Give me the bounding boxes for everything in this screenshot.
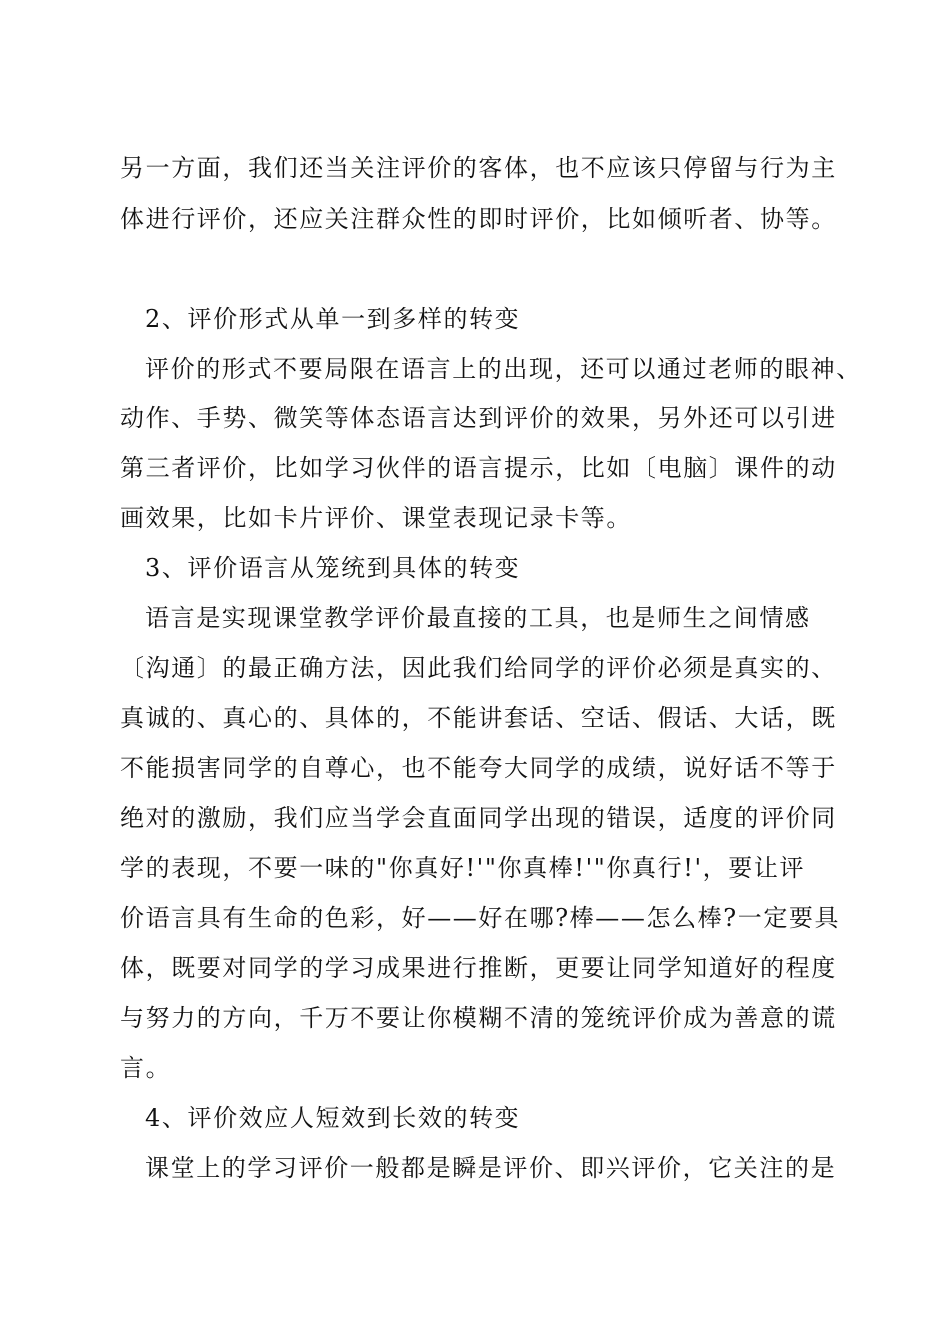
paragraph-line: 语言是实现课堂教学评价最直接的工具，也是师生之间情感 [145,604,811,632]
paragraph-line: 课堂上的学习评价一般都是瞬是评价、即兴评价，它关注的是 [145,1154,837,1182]
section-heading: 2、评价形式从单一到多样的转变 [145,305,521,333]
paragraph-line: 体进行评价，还应关注群众性的即时评价，比如倾听者、协等。 [120,205,837,233]
paragraph-line: 绝对的激励，我们应当学会直面同学出现的错误，适度的评价同 [120,804,837,832]
paragraph-line: 不能损害同学的自尊心，也不能夸大同学的成绩，说好话不等于 [120,754,837,782]
paragraph-line: 另一方面，我们还当关注评价的客体，也不应该只停留与行为主 [120,154,837,182]
paragraph-line: 体，既要对同学的学习成果进行推断，更要让同学知道好的程度 [120,954,837,982]
paragraph-line: 第三者评价，比如学习伙伴的语言提示，比如〔电脑〕课件的动 [120,454,837,482]
paragraph-line: 言。 [120,1054,172,1082]
paragraph-line: 动作、手势、微笑等体态语言达到评价的效果，另外还可以引进 [120,404,837,432]
paragraph-line: 学的表现，不要一味的"你真好!'"你真棒!'"你真行!'，要让评 [120,854,806,882]
paragraph-line: 评价的形式不要局限在语言上的出现，还可以通过老师的眼神、 [145,355,862,383]
paragraph-line: 〔沟通〕的最正确方法，因此我们给同学的评价必须是真实的、 [120,654,837,682]
paragraph-line: 画效果，比如卡片评价、课堂表现记录卡等。 [120,504,632,532]
paragraph-line: 价语言具有生命的色彩，好——好在哪?棒——怎么棒?一定要具 [120,904,841,932]
section-heading: 4、评价效应人短效到长效的转变 [145,1104,521,1132]
paragraph-line: 与努力的方向，千万不要让你模糊不清的笼统评价成为善意的谎 [120,1004,837,1032]
paragraph-line: 真诚的、真心的、具体的，不能讲套话、空话、假话、大话，既 [120,704,837,732]
section-heading: 3、评价语言从笼统到具体的转变 [145,554,521,582]
